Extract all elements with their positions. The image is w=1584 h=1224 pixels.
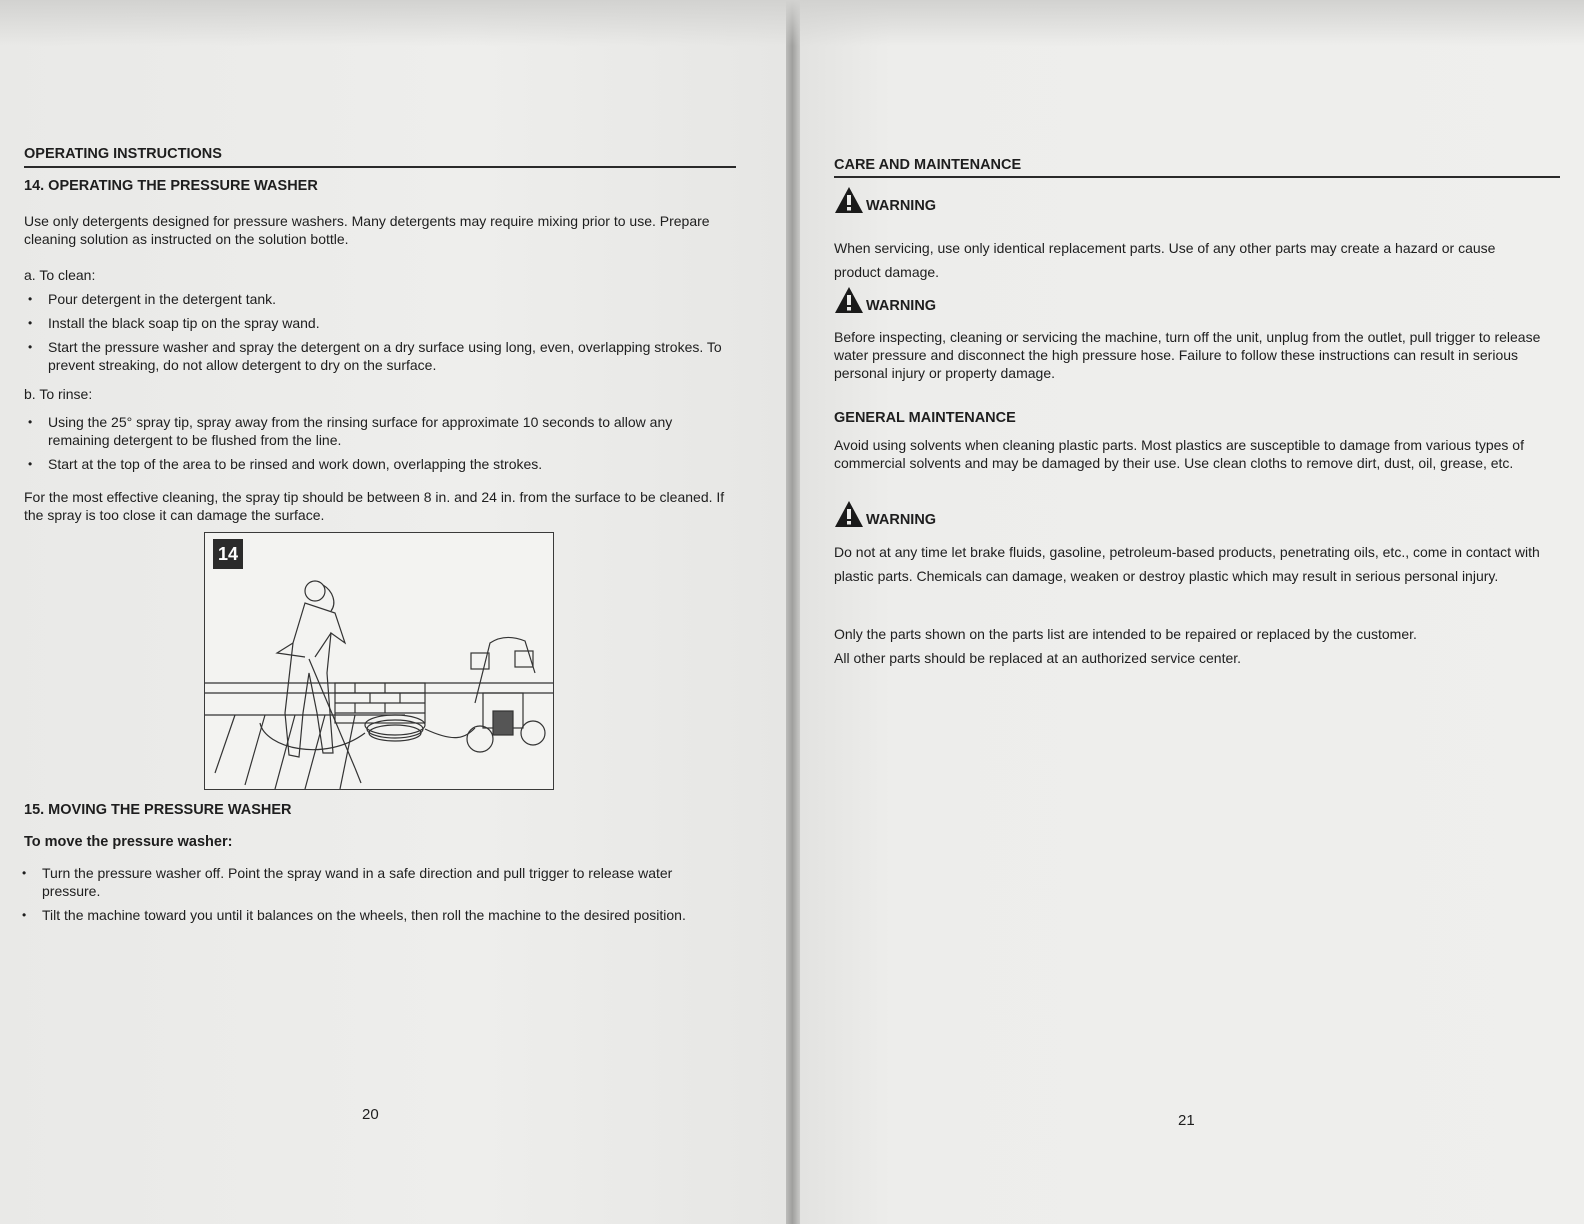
rinse-label: b. To rinse:: [24, 386, 93, 402]
list-item: • Install the black soap tip on the spray wand.: [24, 314, 736, 332]
list-item: • Start at the top of the area to be rinsed and work down, overlapping the strokes.: [24, 455, 736, 473]
warning-heading: [834, 500, 936, 528]
parts-line-2: All other parts should be replaced at an authorized service center.: [834, 650, 1242, 666]
list-item: • Start the pressure washer and spray the detergent on a dry surface using long, even, overlapping strokes. To prevent streaking, do not allow detergent to dry on the surface.: [24, 338, 736, 374]
warning-heading: [834, 286, 936, 314]
general-maintenance-text: Avoid using solvents when cleaning plastic parts. Most plastics are susceptible to damage from various types of commercial solvents and may be damaged by their use. Use clean cloths to remove dirt, dust, oil, grease, etc.: [834, 437, 1524, 471]
warning-label: WARNING: [866, 198, 937, 214]
heading-general-maintenance: GENERAL MAINTENANCE: [834, 410, 1016, 426]
heading-moving-pressure-washer: 15. MOVING THE PRESSURE WASHER: [24, 802, 292, 818]
right-page: [796, 0, 1584, 1224]
move-list: [18, 864, 718, 930]
section-rule: [24, 166, 736, 168]
section-title-operating: OPERATING INSTRUCTIONS: [24, 146, 222, 162]
rinse-list: [24, 413, 736, 479]
intro-paragraph: Use only detergents designed for pressure washers. Many detergents may require mixing prior to use. Prepare cleaning solution as instructed on the solution bottle.: [24, 213, 710, 247]
warning-text-replacement-parts: When servicing, use only identical replacement parts. Use of any other parts may create a hazard or cause product damage.: [834, 240, 1496, 280]
warning-text-servicing: Before inspecting, cleaning or servicing the machine, turn off the unit, unplug from the outlet, pull trigger to release water pressure and disconnect the high pressure hose. Failure to follow these instructions can result in serious personal injury or property damage.: [834, 329, 1541, 381]
book-spine: [786, 0, 800, 1224]
heading-operating-pressure-washer: 14. OPERATING THE PRESSURE WASHER: [24, 178, 318, 194]
parts-line-1: Only the parts shown on the parts list are intended to be repaired or replaced by the customer.: [834, 626, 1417, 642]
list-item: • Using the 25° spray tip, spray away from the rinsing surface for approximate 10 seconds to allow any remaining detergent to be flushed from the line.: [24, 413, 736, 449]
page-number-left: 20: [362, 1106, 379, 1123]
section-title-care: CARE AND MAINTENANCE: [834, 157, 1022, 173]
clean-label: a. To clean:: [24, 267, 96, 283]
section-rule: [834, 176, 1560, 178]
warning-triangle-icon: [834, 186, 864, 214]
clean-list: [24, 290, 736, 380]
pressure-washer-illustration: [205, 533, 553, 789]
page-number-right: 21: [1178, 1112, 1195, 1129]
move-subheading: To move the pressure washer:: [24, 834, 233, 850]
list-item: • Pour detergent in the detergent tank.: [24, 290, 736, 308]
warning-triangle-icon: [834, 286, 864, 314]
figure-14-illustration: [204, 532, 554, 790]
warning-text-chemicals: Do not at any time let brake fluids, gasoline, petroleum-based products, penetrating oils, etc., come in contact with plastic parts. Chemicals can damage, weaken or destroy plastic which may result in serious personal injury.: [834, 544, 1540, 584]
list-item: • Turn the pressure washer off. Point the spray wand in a safe direction and pull trigger to release water pressure.: [18, 864, 718, 900]
warning-heading: [834, 186, 936, 214]
list-item: • Tilt the machine toward you until it balances on the wheels, then roll the machine to the desired position.: [18, 906, 718, 924]
warning-label: WARNING: [866, 298, 937, 314]
warning-triangle-icon: [834, 500, 864, 528]
warning-label: WARNING: [866, 512, 937, 528]
figure-number-badge: 14: [213, 539, 243, 569]
effective-cleaning-paragraph: For the most effective cleaning, the spray tip should be between 8 in. and 24 in. from the surface to be cleaned. If the spray is too close it can damage the surface.: [24, 489, 725, 523]
